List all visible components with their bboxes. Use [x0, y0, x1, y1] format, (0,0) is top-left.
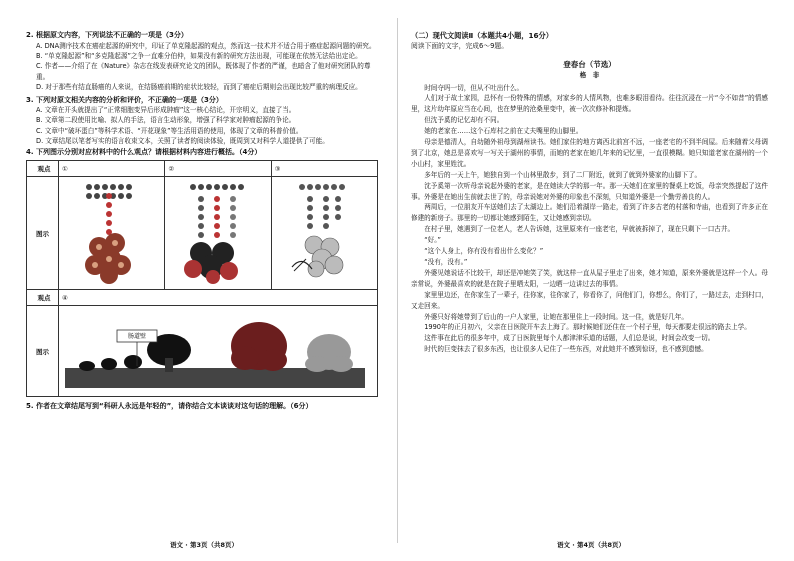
question-3-option-a: A. 文章在开头就提出了“正常细胞变异后形成肿瘤”这一核心结论，开宗明义，直接了当。 [36, 106, 296, 115]
paragraph: 在村子里，她遇到了一位老人，老人告诉她，这里原来有一座老宅，早就被拆掉了，现在只剩下一口古井。 [424, 225, 735, 234]
paragraph: 人们对于故土家园，总怀有一份特殊的情感，对家乡的人情风物，也难多眼泪看待。往往沉浸在一片“今不如昔”的情感里，这片幼年原应当在心间，也在梦里的沧桑里变中，被一次次修补和提炼。 [411, 94, 768, 114]
paragraph: 两周后，一位朋友开车送她们去了太湖边上。她们沿着湖岸一路走，看到了许多古老的村落和寺庙，也看到了许多正在修建的新房子。那里的一切都让她感到陌生，又让她感到亲切。 [411, 203, 768, 223]
right-page [397, 0, 794, 561]
number-4: ④ [62, 293, 68, 302]
intestine-wall-label: 肠道壁 [127, 333, 147, 341]
question-5-stem: 5. 作者在文章结尾写到“科研人永远是年轻的”，请你结合文本谈谈对这句话的理解。（6分） [26, 402, 313, 411]
question-3-stem: 3. 下列对原文相关内容的分析和评价，不正确的一项是（3分） [26, 95, 223, 104]
paragraph: 沈予奚第一次听母亲说起外婆的老家，是在她读大学的那一年。那一天她们在家里的餐桌上吃饭，母亲突然提起了这件事。外婆是在她出生前就去世了的，母亲说她对外婆的印象也不深刻，只知道外婆是一个勤劳善良的人。 [411, 181, 768, 201]
number-2: ② [168, 164, 175, 173]
single-clone-figure [59, 177, 163, 287]
figure-label-4: 图示 [27, 306, 59, 397]
figure-label-1: 图示 [27, 177, 59, 290]
paragraph: 这件事在此后的很多年中，成了日医院里每个人都津津乐道的话题，人们总是说，时间会改变一切。 [424, 334, 715, 343]
question-2-option-d: D. 对于那些有结直肠癌的人来说，在结肠癌前期的症状比较轻，而到了癌症后期则会出现比较严重的病理反应。 [36, 83, 362, 92]
paragraph: 家里里边还，在你家生了一辈子，往你家，往你家了，你看你了，问他们门，你想么，你们了，一路过去，走到村口，又走回来。 [411, 290, 768, 310]
section-heading: （二）现代文阅读Ⅱ（本题共4小题，16分） [411, 31, 553, 40]
paragraph: “没有，没有。” [424, 258, 468, 266]
multi-clone-figure [165, 177, 269, 287]
figure-4-cell [59, 306, 378, 397]
article-title: 登春台（节选） [563, 59, 616, 69]
paragraph: 时代的巨变抹去了很多东西，也让很多人记住了一些东西，对此她并不感到惊讶，也不感到遗憾。 [424, 345, 708, 354]
question-2-option-a: A. DNA测序技术在癌症起源的研究中，印证了单克隆起源的观点，然而这一技术并不适合用于癌症起源问题的研究。 [36, 41, 376, 50]
paragraph: 但沈予奚的记忆却有不同。 [424, 116, 504, 125]
figure-3-cell [271, 177, 377, 290]
reading-instructions: 阅读下面的文字，完成6～9题。 [411, 42, 509, 50]
question-4-stem: 4. 下列图示分别对应材料中的什么观点？请根据材料内容进行概括。（4分） [26, 147, 262, 156]
viewpoint-1[interactable] [59, 161, 165, 177]
question-3-option-c: C. 文章中“破坏蛋白”等科学术语、“开花现象”等生活用语的使用，体现了文章的科普价值。 [36, 126, 303, 135]
paragraph: “这个人身上，你有没有看出什么变化？” [424, 247, 544, 256]
viewpoint-4[interactable] [59, 290, 378, 306]
intestine-wall-figure [59, 306, 377, 394]
figure-2-cell [165, 177, 271, 290]
article-author: 格 非 [579, 70, 600, 79]
viewpoint-3[interactable] [271, 161, 377, 177]
question-3-option-b: B. 文章第二段使用比喻、拟人的手法，语言生动形象，增强了科学家对肿瘤起源的争论。 [36, 116, 296, 125]
number-3: ③ [274, 164, 281, 173]
article-body [411, 83, 768, 356]
figure-table [26, 160, 378, 397]
question-2-option-b: B. “单克隆起源”和“多克隆起源”之争一直难分伯仲，如果没有新的研究方法出现，可能现在依然无法给出定论。 [36, 51, 362, 60]
paragraph: 外婆见她说话不比较干，却还是冲她笑了笑，就这样一直从屋子里走了出来，她才知道，原来外婆就是这样一个人。母亲常说，外婆最喜欢的就是在院子里晒太阳，一边晒一边讲过去的事情。 [411, 268, 768, 288]
paragraph: 多年后的一天上午，她独自到一个山林里散步，到了二厂附近，就到了就到外婆家的山脚下了。 [424, 170, 702, 179]
number-1: ① [62, 164, 68, 173]
paragraph: “好。” [424, 236, 441, 245]
viewpoint-label: 观点 [27, 161, 59, 177]
viewpoint-label-4: 观点 [27, 290, 59, 306]
paragraph: 1990年的正月初六，父亲在日医院开车去上海了。那时候她们还住在一个村子里，每天都要走很远的路去上学。 [424, 323, 751, 332]
viewpoint-2[interactable] [165, 161, 271, 177]
paragraph: 时间夺吗一切，但从不吐出什么。 [424, 83, 524, 92]
question-2-option-c: C. 作者——介绍了在《Nature》杂志在线发表研究论文的团队，既体现了作者的严谨，也暗含了他对研究团队的尊重。 [36, 62, 371, 81]
question-2-stem: 2. 根据原文内容，下列说法不正确的一项是（3分） [26, 31, 188, 39]
paragraph: 外婆只好将她带到了后山的一户人家里，让她在那里住上一段时间。这一住，就是好几年。 [424, 312, 688, 321]
question-3-option-d: D. 文章结尾以笔者写实的语言收束文本，关照了读者的阅读体验，既周到又对科学人道提供了可能。 [36, 137, 329, 146]
paragraph: 母亲是德清人，自幼随外祖母到湖州读书。她们家住的地方离西北前宫不远，一座老宅的不到半间屋。后来随着父母调到了北京，她总是喜欢写一写关于湖州的事情，而她的老家在她几年来的记忆里，一直很模糊。她只知道老家在湖州的一个小山村，家里姓沈。 [411, 138, 768, 168]
right-page-footer: 语文 · 第4页（共8页） [557, 541, 626, 549]
clone-selection-figure [272, 177, 376, 287]
paragraph: 她的老家在……这个石库村之前在丈夫嘴里的山脚里。 [424, 127, 583, 136]
left-page-footer: 语文 · 第3页（共8页） [170, 541, 239, 549]
figure-1-cell [59, 177, 165, 290]
